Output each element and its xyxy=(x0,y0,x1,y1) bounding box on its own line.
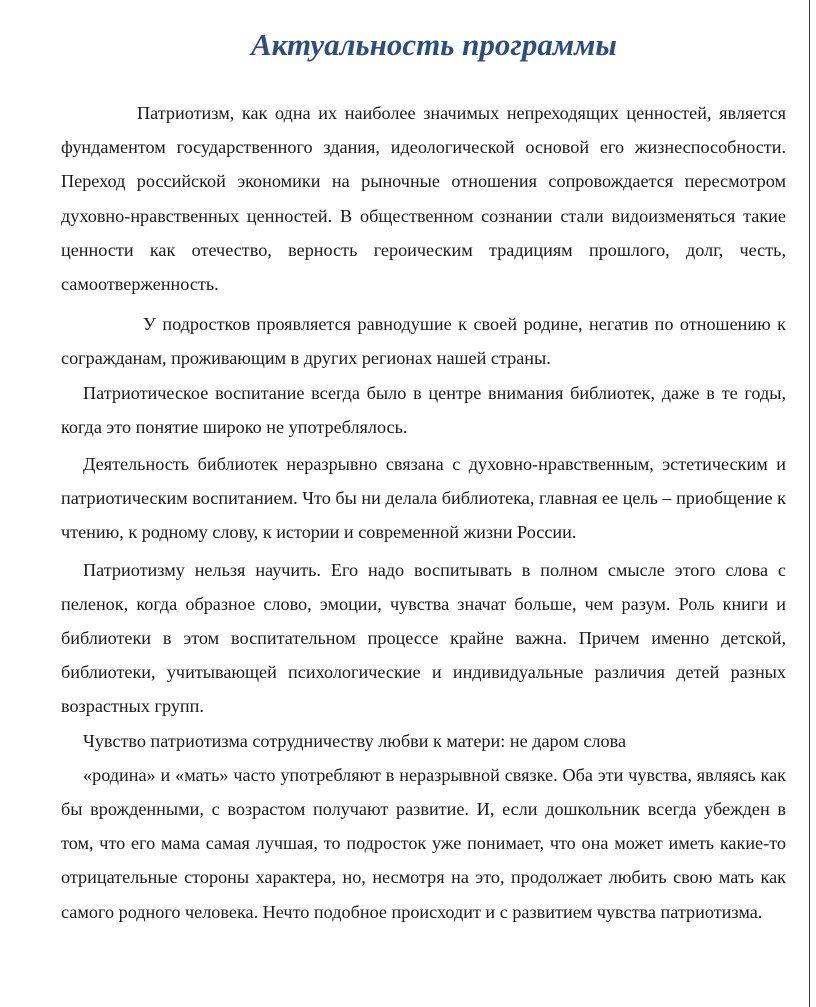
paragraph-library-activity: Деятельность библиотек неразрывно связана с духовно-нравственным, эстетическим и патриотическим воспитанием. Что бы ни делала библиотека, главная ее цель – приобщение к чтению, к родному слову, к истории и современной жизни России. xyxy=(61,454,786,543)
paragraph-teenagers-indifference: У подростков проявляется равнодушие к своей родине, негатив по отношению к согражданам, проживающим в других регионах нашей страны. xyxy=(61,314,786,369)
paragraph-cannot-teach: Патриотизму нельзя научить. Его надо воспитывать в полном смысле этого слова с пеленок, когда образное слово, эмоции, чувства значат больше, чем разум. Роль книги и библиотеки в этом воспитательном процессе крайне важна. Причем именно детской, библиотеки, учитывающей психологические и индивидуальные различия детей разных возрастных групп. xyxy=(61,559,786,717)
document-title: Актуальность программы xyxy=(251,27,617,62)
page-edge-line xyxy=(809,0,810,1007)
paragraph-library-attention: Патриотическое воспитание всегда было в центре внимания библиотек, даже в те годы, когда это понятие широко не употреблялось. xyxy=(61,382,786,437)
document-page xyxy=(61,22,786,929)
paragraph-motherland-mother: «родина» и «мать» часто употребляют в неразрывной связке. Оба эти чувства, являясь как бы врожденными, с возрастом получают развитие. И, если дошкольник всегда убежден в том, что его мама самая лучшая, то подросток уже понимает, что она может иметь какие-то отрицательные стороны характера, но, несмотря на это, продолжает любить свою мать как самого родного человека. Нечто подобное происходит и с развитием чувства патриотизма. xyxy=(61,764,786,922)
paragraph-feeling-patriotism: Чувство патриотизма сотрудничеству любви к матери: не даром слова xyxy=(83,730,627,751)
paragraph-patriotism-values: Патриотизм, как одна их наиболее значимых непреходящих ценностей, является фундаментом государственного здания, идеологической основой его жизнеспособности. Переход российской экономики на рыночные отношения сопровождается пересмотром духовно-нравственных ценностей. В общественном сознании стали видоизменяться такие ценности как отечество, верность героическим традициям прошлого, долг, честь, самоотверженность. xyxy=(61,103,786,295)
